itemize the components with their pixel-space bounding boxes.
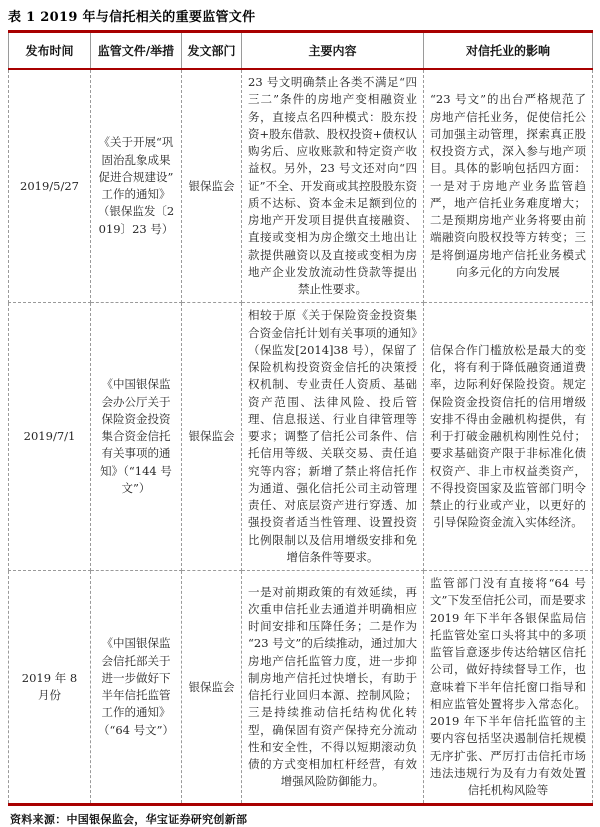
cell-impact: 监管部门没有直接将“64 号文”下发至信托公司，而是要求 2019 年下半年各银保监局信托监管处室口头将其中的多项监管旨意逐步传达给辖区信托公司，做好持续督导工作，也意味着下半年信托窗口指导和相应监管处置将步入常态化。2019 年下半年信托监管的主要内容包括坚决遏制信托规模无序扩张、严厉打击信托市场违法违规行为及有力有效处置信托机构风险等 [424,571,593,805]
table-title: 表 1 2019 年与信托相关的重要监管文件 [8,10,256,25]
cell-document-name: 《中国银保监会办公厅关于保险资金投资集合资金信托有关事项的通知》（“144 号文”） [91,303,182,571]
col-header-document: 监管文件/举措 [91,32,182,70]
cell-publish-date: 2019/7/1 [9,303,91,571]
cell-document-name: 《关于开展“巩固治乱象成果 促进合规建设”工作的通知》（银保监发〔2019〕23 号） [91,69,182,303]
cell-department: 银保监会 [182,303,242,571]
cell-impact: “23 号文”的出台严格规范了房地产信托业务，促使信托公司加强主动管理，探索真正股权投资方式，深入参与地产项目。具体的影响包括四方面：一是对于房地产业务监管趋严，地产信托业务难度增大；二是预期房地产业务将要由前端融资向股权投等方转变；三是将倒逼房地产信托业务模式向多元化的方向发展 [424,69,593,303]
cell-main-content: 23 号文明确禁止各类不满足“四三二”条件的房地产变相融资业务，直接点名四种模式：股东投资+股东借款、股权投资+债权认购劣后、应收账款和特定资产收益权。另外，23 号文还对向“四证”不全、开发商或其控股股东资质不达标、资本金未足额到位的房地产开发项目提供直接融资、直接或变相为房企缴交土地出让款提供融资以及直接或变相为房地产企业发放流动性贷款等提出禁止性要求。 [242,69,424,303]
table-row-2019-7-1 [9,303,593,571]
cell-impact: 信保合作门槛放松是最大的变化，将有利于降低融资通道费率，边际利好保险投资。规定保险资金投资信托的信用增级安排不得由金融机构提供，有利于打破金融机构刚性兑付；要求基础资产限于非标准化债权资产、非上市权益类资产，不得投资国家及监管部门明令禁止的行业或产业，以更好的引导保险资金流入实体经济。 [424,303,593,571]
cell-main-content: 一是对前期政策的有效延续，再次重申信托业去通道并明确相应时间安排和压降任务；二是作为“23 号文”的后续推动，通过加大房地产信托监管力度，进一步抑制房地产信托过快增长，有助于信托行业回归本源、控制风险；三是持续推动信托结构优化转型，确保固有资产保持充分流动性和安全性，不得以短期滚动负债的方式变相加杠杆经营，有效增强风险防御能力。 [242,571,424,805]
col-header-publish-date: 发布时间 [9,32,91,70]
cell-main-content: 相较于原《关于保险资金投资集合资金信托计划有关事项的通知》（保监发[2014]38 号），保留了保险机构投资资金信托的决策授权机制、专业责任人资质、基础资产范围、法律风险、投后管理、信息报送、行业自律管理等要求；调整了信托公司条件、信托信用等级、关联交易、责任追究等内容；新增了禁止将信托作为通道、强化信托公司主动管理责任、对底层资产进行穿透、加强投资者适当性管理、设置投资比例限制以及信用增级安排和免增信条件等要求。 [242,303,424,571]
source-note: 资料来源：中国银保监会，华宝证券研究创新部 [10,813,248,827]
cell-publish-date: 2019 年 8 月份 [9,571,91,805]
regulation-table [8,30,593,806]
cell-department: 银保监会 [182,69,242,303]
table-row-2019-5-27 [9,69,593,303]
cell-publish-date: 2019/5/27 [9,69,91,303]
col-header-impact: 对信托业的影响 [424,32,593,70]
col-header-department: 发文部门 [182,32,242,70]
table-header-row [9,32,593,70]
cell-document-name: 《中国银保监会信托部关于进一步做好下半年信托监管工作的通知》（“64 号文”） [91,571,182,805]
table-row-2019-8 [9,571,593,805]
cell-department: 银保监会 [182,571,242,805]
col-header-main-content: 主要内容 [242,32,424,70]
